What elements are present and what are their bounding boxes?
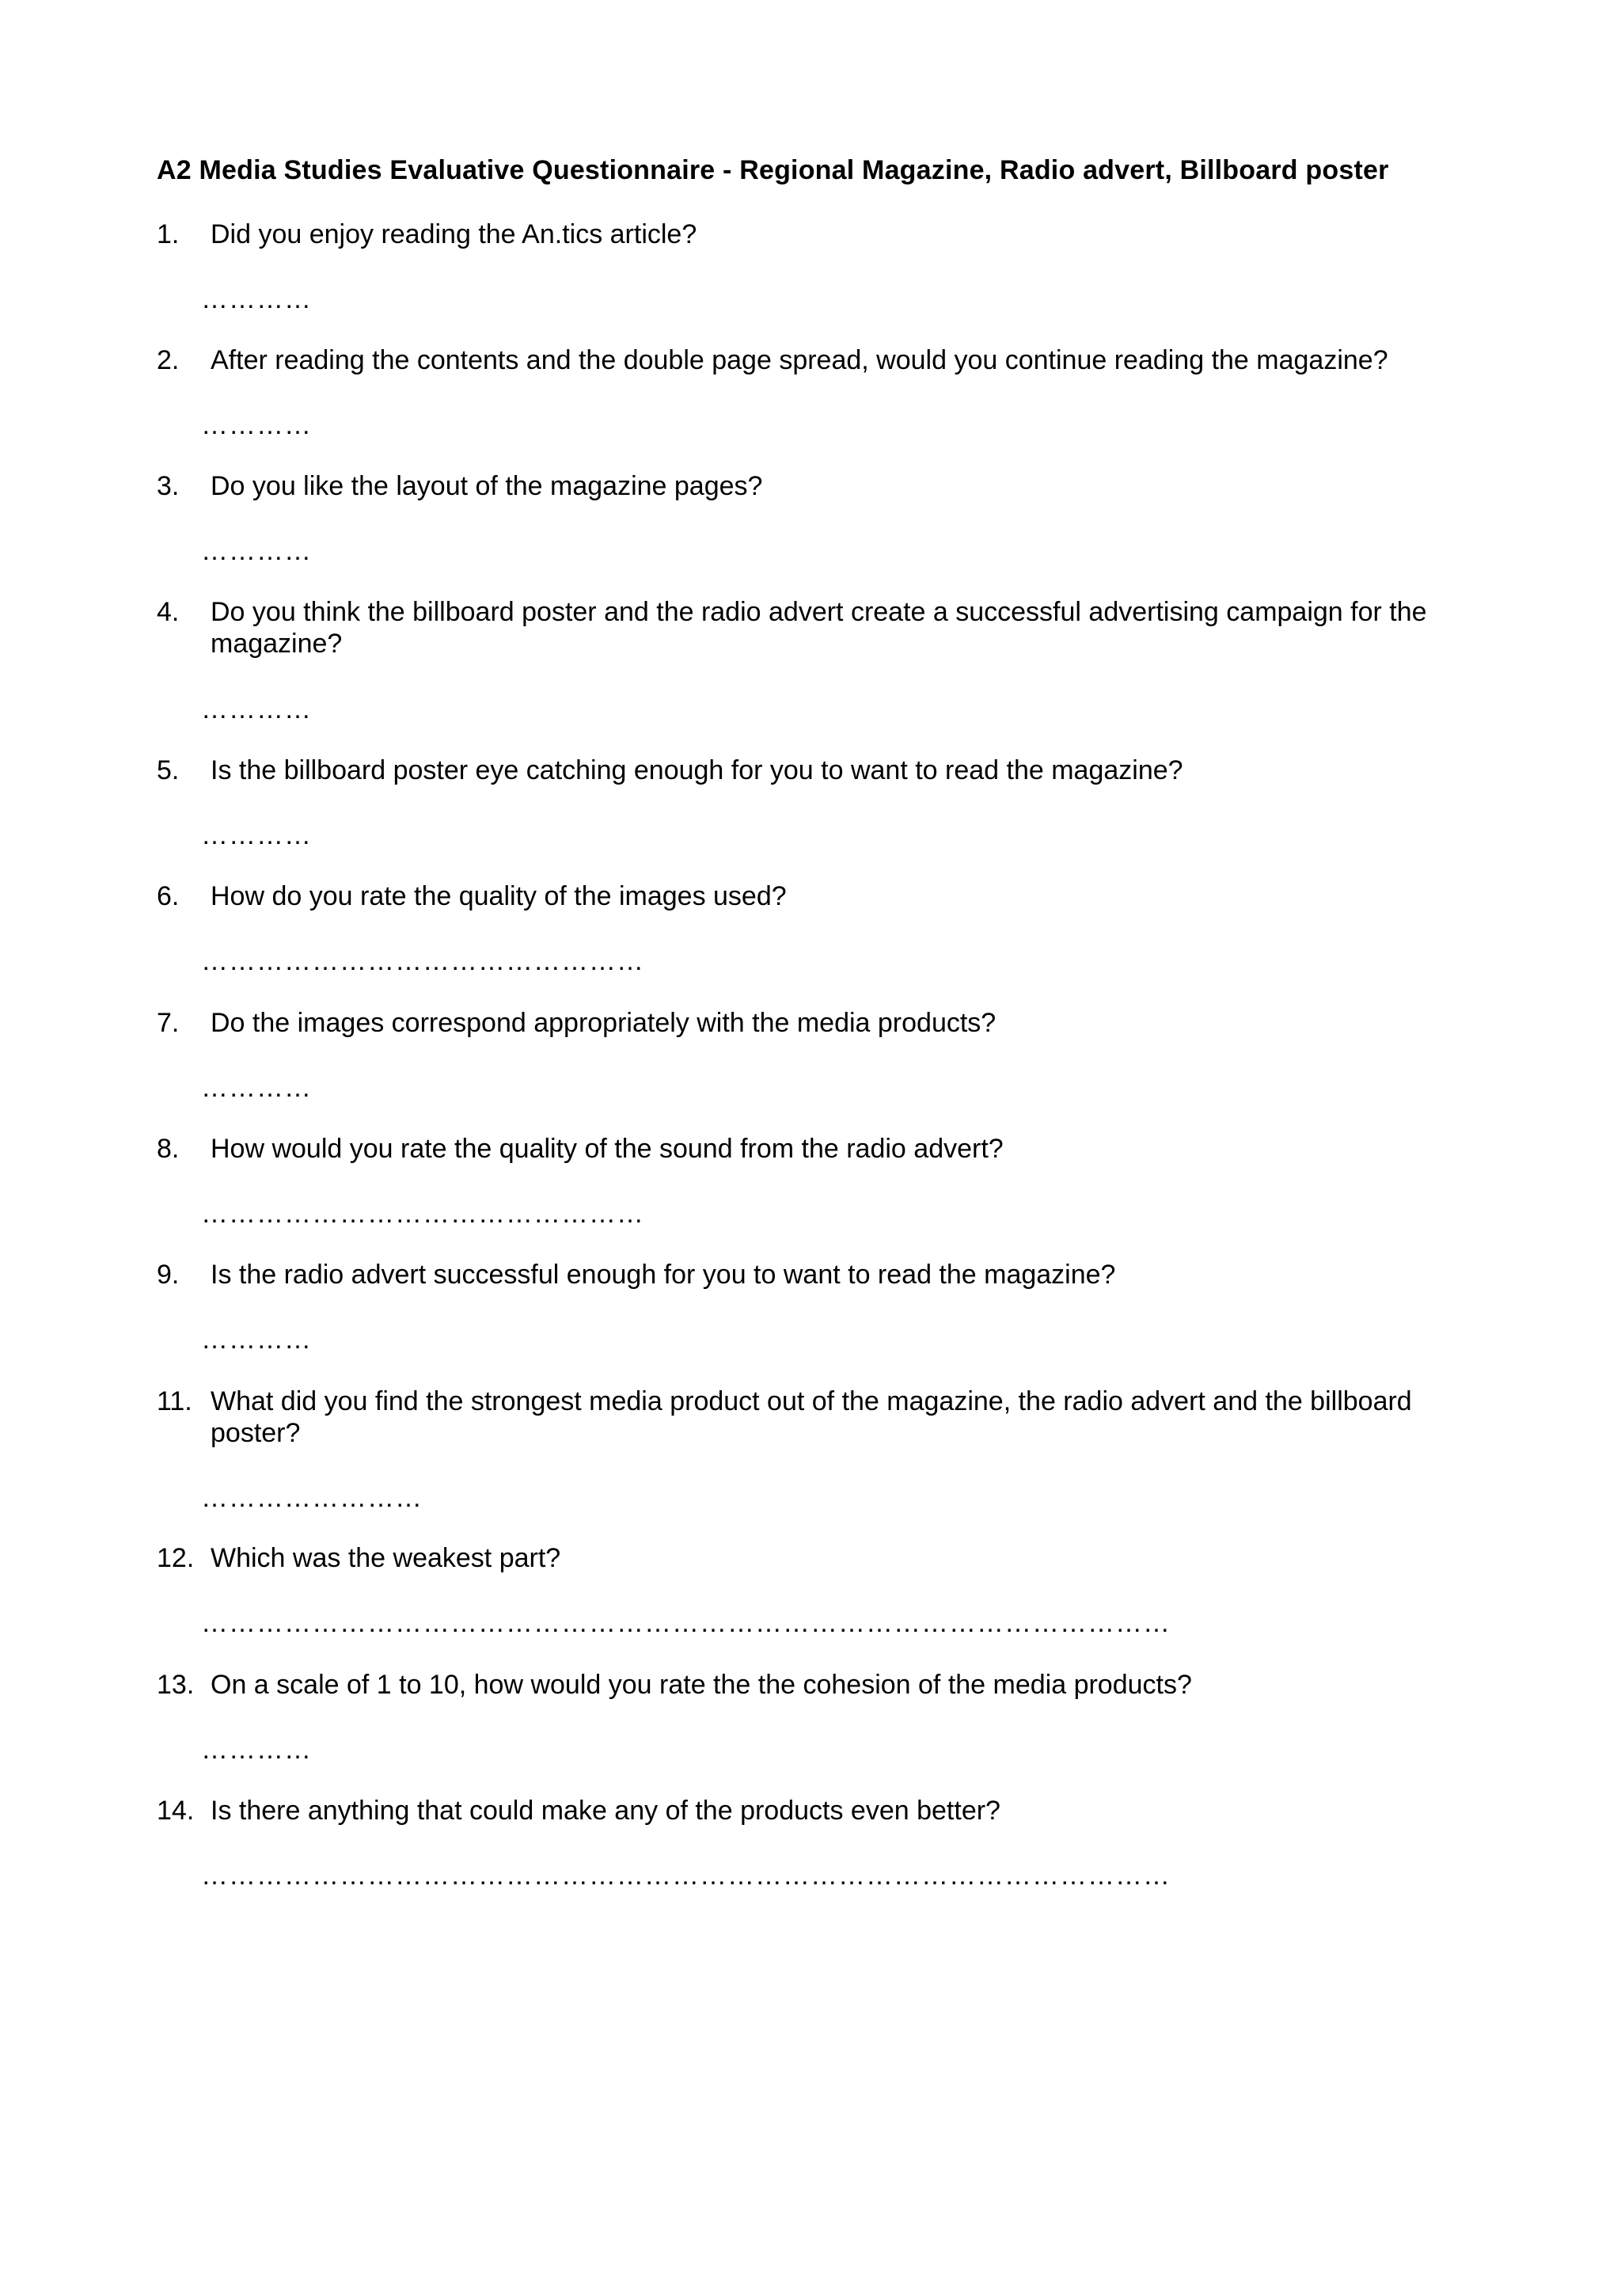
answer-line: ………… bbox=[201, 820, 312, 850]
answer-line: …………………… bbox=[201, 1483, 423, 1513]
question-item bbox=[157, 470, 1455, 502]
question-number: 14. bbox=[157, 1796, 195, 1826]
question-text: Is the billboard poster eye catching enough for you to want to read the magazine? bbox=[211, 755, 1183, 785]
question-number: 11. bbox=[157, 1386, 192, 1416]
question-item bbox=[157, 1542, 1455, 1574]
question-text: Do you think the billboard poster and the radio advert create a successful advertising campaign for the magazine? bbox=[211, 597, 1427, 659]
question-text: Is there anything that could make any of the products even better? bbox=[211, 1796, 1000, 1826]
answer-line: ………… bbox=[201, 694, 312, 724]
question-text: How do you rate the quality of the images used? bbox=[211, 881, 787, 911]
answer-line: ………… bbox=[201, 536, 312, 566]
question-item bbox=[157, 1795, 1455, 1827]
question-number: 7. bbox=[157, 1008, 180, 1038]
question-item bbox=[157, 755, 1455, 786]
question-number: 5. bbox=[157, 755, 180, 785]
question-number: 3. bbox=[157, 471, 180, 501]
question-number: 4. bbox=[157, 597, 180, 627]
question-text: How would you rate the quality of the sound from the radio advert? bbox=[211, 1134, 1004, 1164]
question-item bbox=[157, 596, 1455, 660]
answer-line: …………………………………………………………………………………………… bbox=[201, 1608, 1171, 1638]
question-item bbox=[157, 219, 1455, 250]
question-text: Which was the weakest part? bbox=[211, 1543, 561, 1573]
answer-line: ………… bbox=[201, 1325, 312, 1355]
question-number: 6. bbox=[157, 881, 180, 911]
question-text: Did you enjoy reading the An.tics article? bbox=[211, 219, 697, 249]
question-text: What did you find the strongest media product out of the magazine, the radio advert and the billboard poster? bbox=[211, 1386, 1412, 1448]
question-number: 12. bbox=[157, 1543, 195, 1573]
answer-line: ………………………………………… bbox=[201, 1199, 644, 1229]
question-number: 2. bbox=[157, 345, 180, 375]
answer-line: …………………………………………………………………………………………… bbox=[201, 1861, 1171, 1891]
answer-line: ………………………………………… bbox=[201, 946, 644, 976]
question-number: 8. bbox=[157, 1134, 180, 1164]
question-text: Do the images correspond appropriately with the media products? bbox=[211, 1008, 997, 1038]
question-item bbox=[157, 344, 1455, 376]
question-number: 13. bbox=[157, 1670, 195, 1700]
question-item bbox=[157, 1669, 1455, 1701]
question-item bbox=[157, 1133, 1455, 1165]
question-text: After reading the contents and the double page spread, would you continue reading the magazine? bbox=[211, 345, 1388, 375]
question-item bbox=[157, 880, 1455, 912]
answer-line: ………… bbox=[201, 1735, 312, 1765]
question-number: 9. bbox=[157, 1260, 180, 1290]
answer-line: ………… bbox=[201, 284, 312, 314]
question-text: Is the radio advert successful enough for you to want to read the magazine? bbox=[211, 1260, 1116, 1290]
question-item bbox=[157, 1007, 1455, 1039]
question-text: On a scale of 1 to 10, how would you rate the the cohesion of the media products? bbox=[211, 1670, 1192, 1700]
question-text: Do you like the layout of the magazine pages? bbox=[211, 471, 763, 501]
question-number: 1. bbox=[157, 219, 180, 249]
answer-line: ………… bbox=[201, 410, 312, 440]
question-item bbox=[157, 1386, 1455, 1449]
answer-line: ………… bbox=[201, 1073, 312, 1103]
question-item bbox=[157, 1259, 1455, 1291]
document-title: A2 Media Studies Evaluative Questionnaire - Regional Magazine, Radio advert, Billboard poster bbox=[157, 155, 1389, 185]
